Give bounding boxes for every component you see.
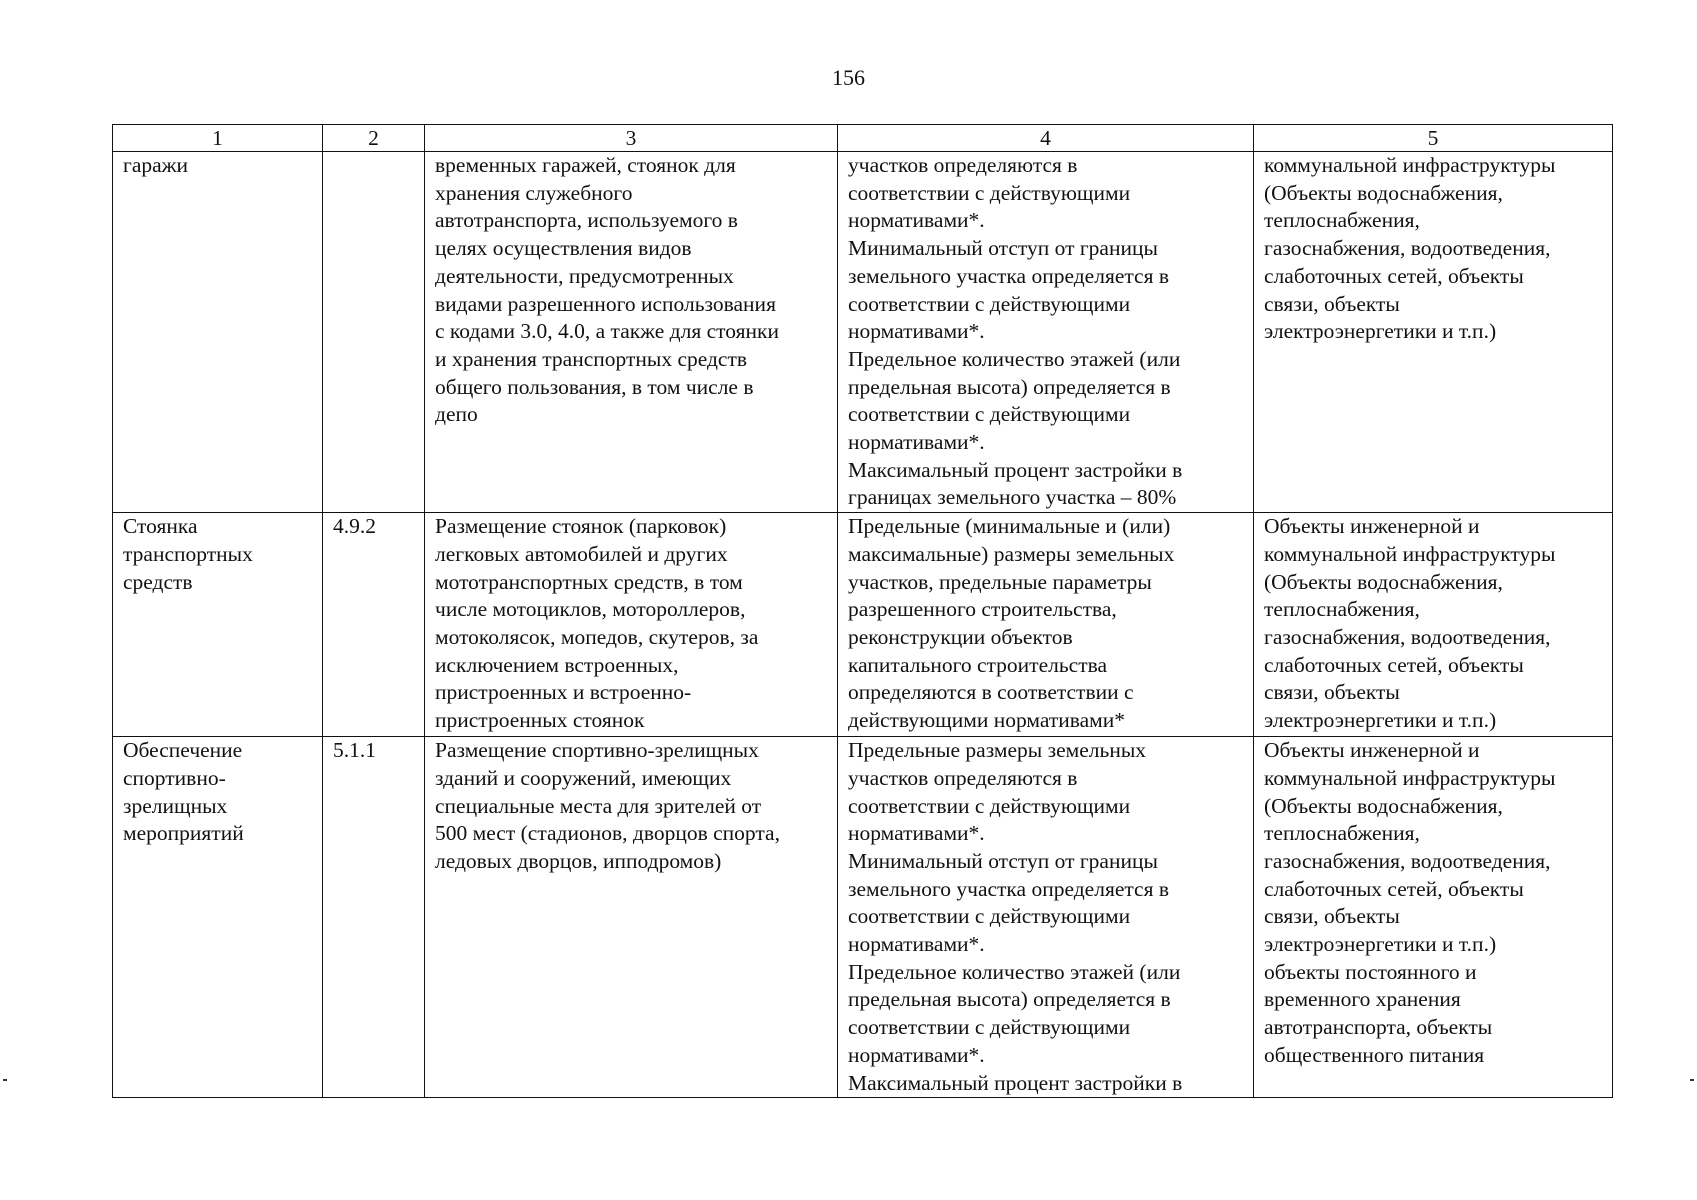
table-row — [113, 152, 1613, 513]
cell-use-code — [323, 152, 425, 513]
table-row — [113, 737, 1613, 1098]
cell-auxiliary-uses — [1254, 737, 1613, 1098]
cell-use-name — [113, 152, 323, 513]
column-number-2: 2 — [323, 125, 425, 152]
zoning-table — [112, 124, 1613, 1098]
cell-use-description — [425, 513, 838, 737]
left-margin-mark — [3, 1079, 7, 1081]
cell-parameters — [838, 737, 1254, 1098]
right-margin-mark — [1690, 1079, 1694, 1081]
column-number-1: 1 — [113, 125, 323, 152]
cell-use-name — [113, 513, 323, 737]
table-body — [113, 152, 1613, 1098]
cell-use-name — [113, 737, 323, 1098]
column-number-3: 3 — [425, 125, 838, 152]
column-number-4: 4 — [838, 125, 1254, 152]
table-header — [113, 125, 1613, 152]
use-name-text: гаражи — [123, 153, 189, 177]
cell-parameters — [838, 152, 1254, 513]
parameters-text: участков определяются в соответствии с действующими нормативами*. Минимальный отступ от границы земельного участка определяется в соответствии с действующими нормативами*. Предельное количество этажей (или предельная высота) определяется в соответствии с действующими нормативами*. Максимальный процент застройки в границах земельного участка – 80% — [848, 153, 1183, 510]
header-row — [113, 125, 1613, 152]
use-description-text: Размещение спортивно-зрелищных зданий и сооружений, имеющих специальные места для зрителей от 500 мест (стадионов, дворцов спорта, ледовых дворцов, ипподромов) — [435, 738, 780, 873]
use-description-text: Размещение стоянок (парковок) легковых автомобилей и других мототранспортных средств, в том числе мотоциклов, мотороллеров, мотоколясок, мопедов, скутеров, за исключением встроенных, пристроенных и встроенно- пристроенных стоянок — [435, 514, 759, 733]
page-number: 156 — [832, 65, 865, 90]
auxiliary-uses-text: Объекты инженерной и коммунальной инфраструктуры (Объекты водоснабжения, теплоснабжения, газоснабжения, водоотведения, слаботочных сетей, объекты связи, объекты электроэнергетики и т.п.) объекты постоянного и временного хранения автотранспорта, объекты общественного питания — [1264, 738, 1556, 1067]
column-number-5: 5 — [1254, 125, 1613, 152]
use-name-text: Обеспечение спортивно- зрелищных мероприятий — [123, 738, 244, 846]
cell-use-description — [425, 152, 838, 513]
auxiliary-uses-text: Объекты инженерной и коммунальной инфраструктуры (Объекты водоснабжения, теплоснабжения, газоснабжения, водоотведения, слаботочных сетей, объекты связи, объекты электроэнергетики и т.п.) — [1264, 514, 1556, 733]
use-name-text: Стоянка транспортных средств — [123, 514, 253, 594]
use-code-text: 5.1.1 — [333, 738, 376, 763]
cell-auxiliary-uses — [1254, 152, 1613, 513]
parameters-text: Предельные размеры земельных участков определяются в соответствии с действующими нормативами*. Минимальный отступ от границы земельного участка определяется в соответствии с действующими нормативами*. Предельное количество этажей (или предельная высота) определяется в соответствии с действующими нормативами*. Максимальный процент застройки в — [848, 738, 1183, 1095]
cell-use-description — [425, 737, 838, 1098]
cell-parameters — [838, 513, 1254, 737]
use-code-text: 4.9.2 — [333, 514, 376, 539]
auxiliary-uses-text: коммунальной инфраструктуры (Объекты водоснабжения, теплоснабжения, газоснабжения, водоотведения, слаботочных сетей, объекты связи, объекты электроэнергетики и т.п.) — [1264, 153, 1556, 344]
use-description-text: временных гаражей, стоянок для хранения служебного автотранспорта, используемого в целях осуществления видов деятельности, предусмотренных видами разрешенного использования с кодами 3.0, 4.0, а также для стоянки и хранения транспортных средств общего пользования, в том числе в депо — [435, 153, 779, 427]
parameters-text: Предельные (минимальные и (или) максимальные) размеры земельных участков, предельные параметры разрешенного строительства, реконструкции объектов капитального строительства определяются в соответствии с действующими нормативами* — [848, 514, 1175, 733]
cell-auxiliary-uses — [1254, 513, 1613, 737]
cell-use-code — [323, 513, 425, 737]
cell-use-code — [323, 737, 425, 1098]
table-row — [113, 513, 1613, 737]
